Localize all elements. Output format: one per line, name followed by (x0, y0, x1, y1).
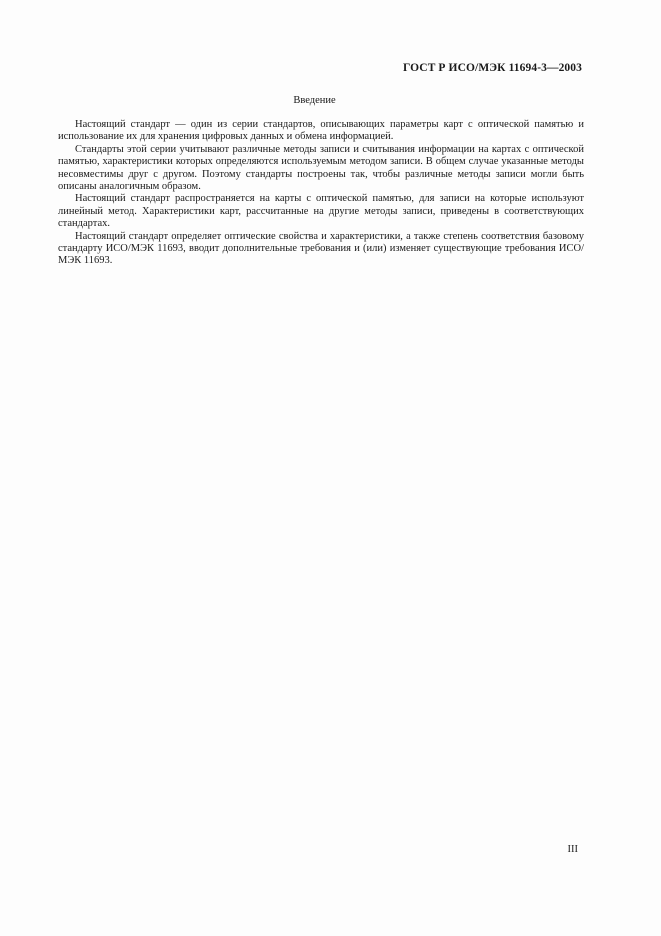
paragraph: Стандарты этой серии учитывают различные методы записи и считывания информации на картах с оптической памятью, характеристики которых определяются используемым методом записи. В общем случае указанные методы несовместимы друг с другом. Поэтому стандарты построены так, чтобы различные методы записи могли быть описаны аналогичным образом. (58, 143, 584, 193)
paragraph: Настоящий стандарт определяет оптические свойства и характеристики, а также степень соответствия базовому стандарту ИСО/МЭК 11693, вводит дополнительные требования и (или) изменяет существующие требования ИСО/МЭК 11693. (58, 230, 584, 267)
page-number: III (567, 844, 578, 855)
section-title: Введение (293, 95, 336, 106)
introduction-body (58, 119, 584, 268)
paragraph: Настоящий стандарт распространяется на карты с оптической памятью, для записи на которые используют линейный метод. Характеристики карт, рассчитанные на другие методы записи, приведены в соответствующих стандартах. (58, 193, 584, 230)
paragraph: Настоящий стандарт — один из серии стандартов, описывающих параметры карт с оптической памятью и использование их для хранения цифровых данных и обмена информацией. (58, 119, 584, 143)
document-code-header: ГОСТ Р ИСО/МЭК 11694-3—2003 (402, 62, 582, 74)
